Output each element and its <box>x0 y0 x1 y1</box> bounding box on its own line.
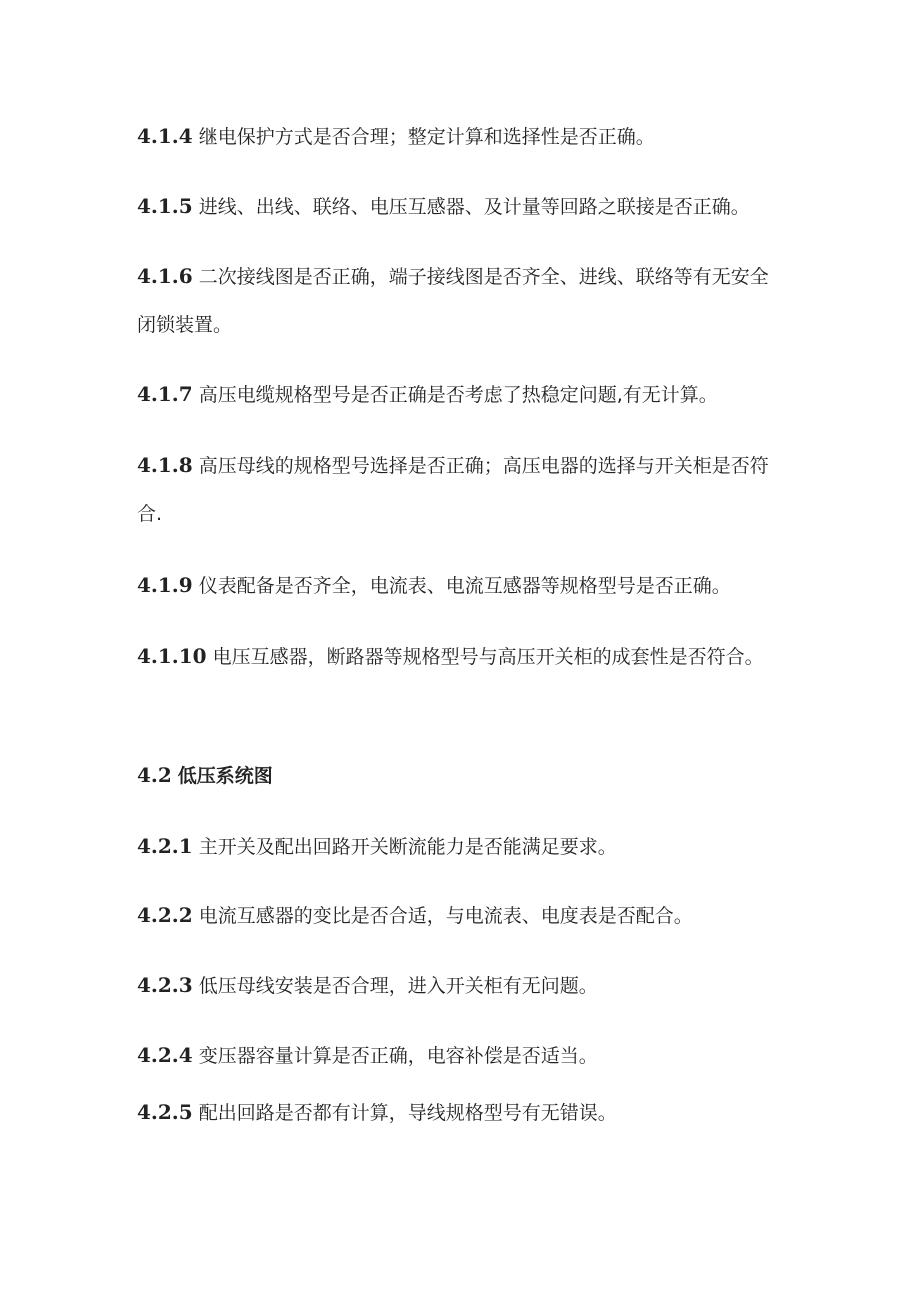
item-4-2-1 <box>137 822 787 871</box>
item-number: 4.1.6 <box>137 264 193 288</box>
item-4-1-5 <box>137 182 787 231</box>
item-number: 4.2.2 <box>137 903 193 927</box>
item-4-2-2 <box>137 891 787 940</box>
item-text: 主开关及配出回路开关断流能力是否能满足要求。 <box>198 836 617 858</box>
item-number: 4.1.9 <box>137 573 193 597</box>
item-number: 4.2.4 <box>137 1043 193 1067</box>
item-number: 4.1.7 <box>137 382 193 406</box>
item-text: 配出回路是否都有计算，导线规格型号有无错误。 <box>198 1102 617 1124</box>
item-text: 进线、出线、联络、电压互感器、及计量等回路之联接是否正确。 <box>198 196 750 218</box>
item-text: 高压母线的规格型号选择是否正确；高压电器的选择与开关柜是否符合. <box>137 455 769 525</box>
item-number: 4.2.1 <box>137 834 193 858</box>
item-4-1-10 <box>137 632 787 681</box>
item-text: 继电保护方式是否合理；整定计算和选择性是否正确。 <box>198 126 655 148</box>
item-text: 电流互感器的变比是否合适，与电流表、电度表是否配合。 <box>198 905 693 927</box>
item-number: 4.1.10 <box>137 644 207 668</box>
item-text: 低压母线安装是否合理，进入开关柜有无问题。 <box>198 975 598 997</box>
item-number: 4.2.5 <box>137 1100 193 1124</box>
item-4-1-8 <box>137 441 787 538</box>
item-number: 4.1.4 <box>137 124 193 148</box>
item-number: 4.2.3 <box>137 973 193 997</box>
item-4-1-6 <box>137 252 787 349</box>
item-4-1-4 <box>137 112 787 161</box>
item-number: 4.1.5 <box>137 194 193 218</box>
item-4-1-9 <box>137 561 787 610</box>
item-number: 4.1.8 <box>137 453 193 477</box>
section-number: 4.2 <box>137 763 172 787</box>
section-title: 低压系统图 <box>177 765 273 787</box>
item-4-1-7 <box>137 370 787 419</box>
item-4-2-3 <box>137 961 787 1010</box>
item-4-2-4 <box>137 1031 787 1080</box>
item-text: 二次接线图是否正确，端子接线图是否齐全、进线、联络等有无安全闭锁装置。 <box>137 266 769 336</box>
item-text: 高压电缆规格型号是否正确是否考虑了热稳定问题,有无计算。 <box>198 384 718 406</box>
item-text: 电压互感器，断路器等规格型号与高压开关柜的成套性是否符合。 <box>212 646 764 668</box>
item-text: 仪表配备是否齐全，电流表、电流互感器等规格型号是否正确。 <box>198 575 731 597</box>
section-heading-4-2 <box>137 751 787 800</box>
item-text: 变压器容量计算是否正确，电容补偿是否适当。 <box>198 1045 598 1067</box>
item-4-2-5 <box>137 1088 787 1137</box>
